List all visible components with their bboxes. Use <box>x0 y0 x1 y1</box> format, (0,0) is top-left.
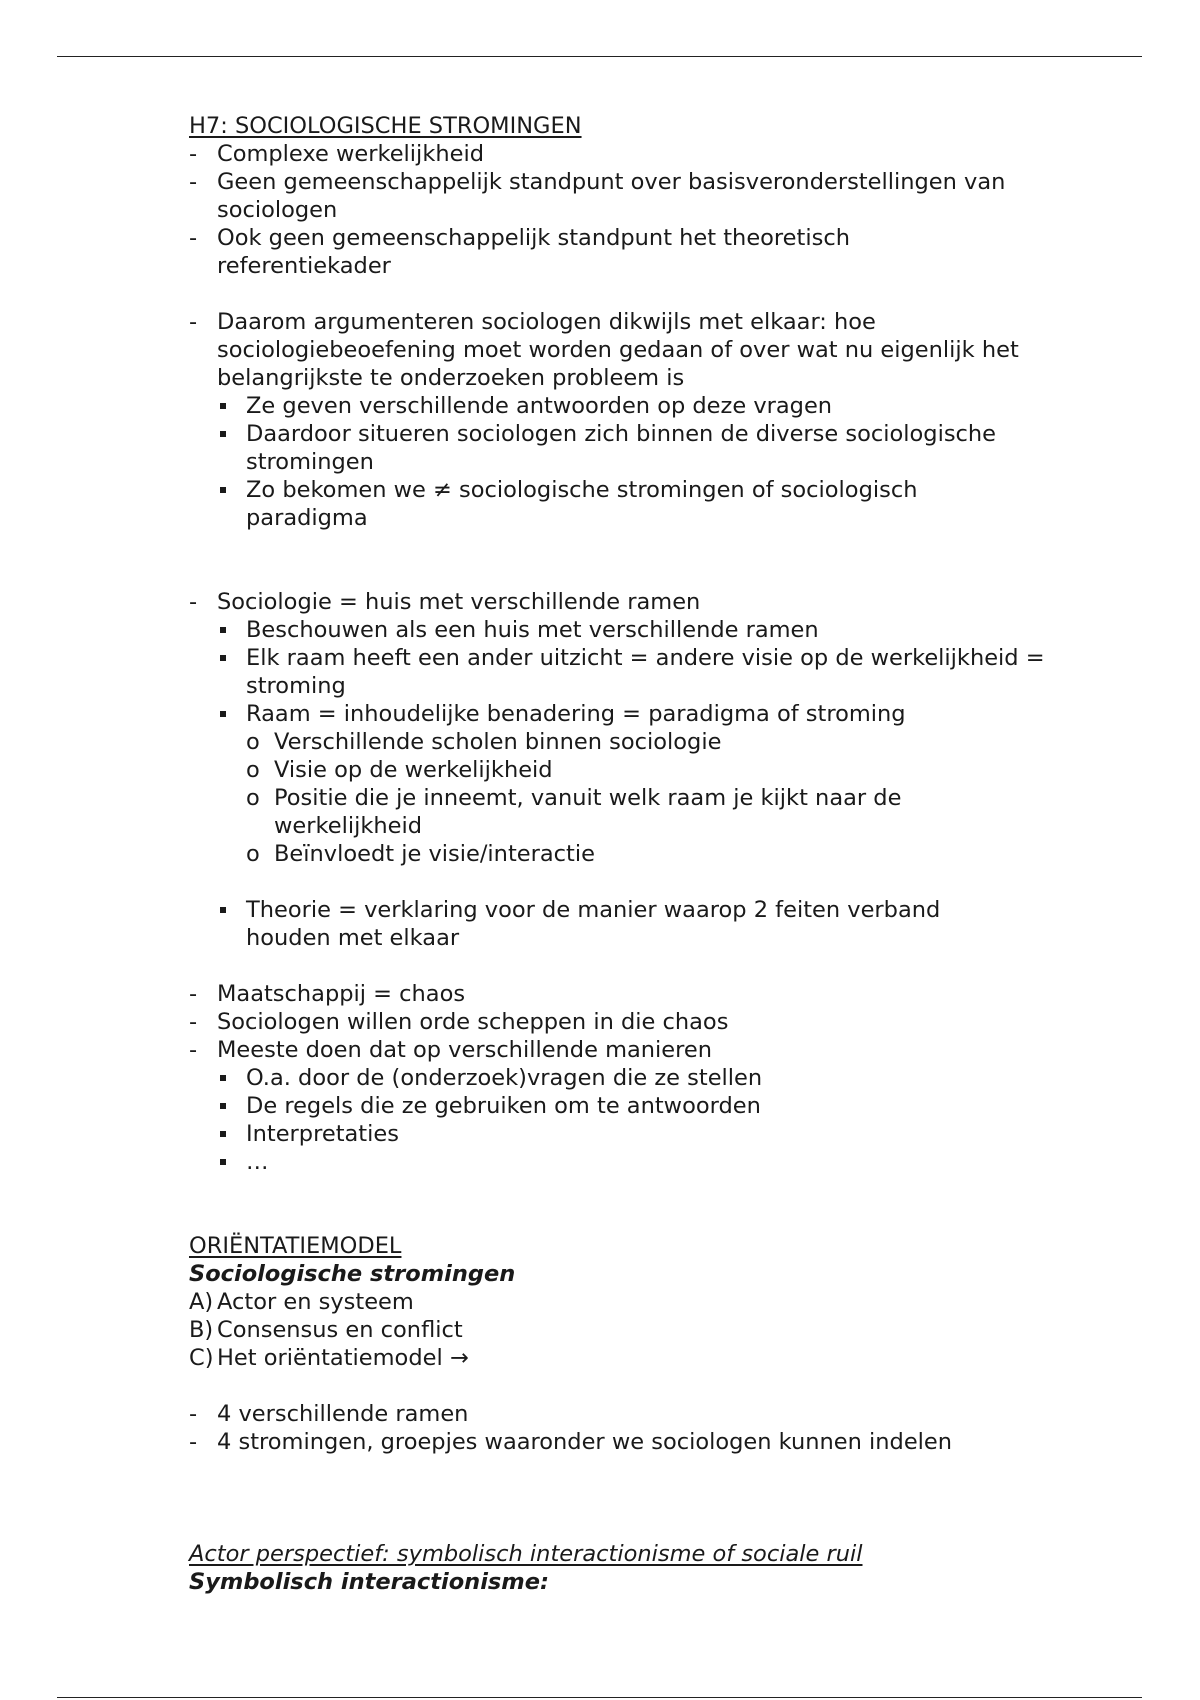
circle-bullet: o <box>246 729 260 755</box>
list-item: o Positie die je inneemt, vanuit welk raam je kijkt naar de werkelijkheid <box>246 785 902 839</box>
list-item: o Visie op de werkelijkheid <box>246 757 553 783</box>
dash-bullet: - <box>189 169 198 195</box>
circle-bullet: o <box>246 757 260 783</box>
circle-bullet: o <box>246 785 260 811</box>
dash-bullet: - <box>189 981 198 1007</box>
list-item: C) Het oriëntatiemodel → <box>189 1345 469 1371</box>
footer-rule <box>57 1697 1142 1698</box>
header-rule <box>57 56 1142 57</box>
list-item: - Sociologie = huis met verschillende ramen <box>189 589 701 615</box>
section-subheading: Sociologische stromingen <box>189 1261 516 1287</box>
list-item: Beschouwen als een huis met verschillende ramen <box>189 616 1089 644</box>
square-bullet-icon <box>220 431 226 437</box>
square-bullet-icon <box>220 403 226 409</box>
list-item: - 4 verschillende ramen <box>189 1401 469 1427</box>
list-item: - Sociologen willen orde scheppen in die chaos <box>189 1009 729 1035</box>
list-item: o Verschillende scholen binnen sociologie <box>246 729 722 755</box>
list-item: De regels die ze gebruiken om te antwoorden <box>189 1092 1089 1120</box>
list-item: - Geen gemeenschappelijk standpunt over basisveronderstellingen van sociologen <box>189 169 1006 223</box>
dash-bullet: - <box>189 1401 198 1427</box>
dash-bullet: - <box>189 589 198 615</box>
list-item: - Daarom argumenteren sociologen dikwijls met elkaar: hoe sociologiebeoefening moet worden gedaan of over wat nu eigenlijk het belangrijkste te onderzoeken probleem is <box>189 309 1019 391</box>
list-item: O.a. door de (onderzoek)vragen die ze stellen <box>189 1064 1089 1092</box>
document-body <box>189 112 1089 1596</box>
dash-bullet: - <box>189 1037 198 1063</box>
list-item: … <box>189 1148 1089 1176</box>
list-item: Theorie = verklaring voor de manier waarop 2 feiten verband houden met elkaar <box>189 896 1089 952</box>
list-item: - Meeste doen dat op verschillende manieren <box>189 1037 712 1063</box>
square-bullet-icon <box>220 487 226 493</box>
section-heading-orientatiemodel: ORIËNTATIEMODEL <box>189 1233 402 1259</box>
list-item: - Complexe werkelijkheid <box>189 141 484 167</box>
square-bullet-icon <box>220 655 226 661</box>
list-item: - 4 stromingen, groepjes waaronder we sociologen kunnen indelen <box>189 1429 953 1455</box>
dash-bullet: - <box>189 1009 198 1035</box>
dash-bullet: - <box>189 225 198 251</box>
dash-bullet: - <box>189 1429 198 1455</box>
list-item: Daardoor situeren sociologen zich binnen de diverse sociologische stromingen <box>189 420 1089 476</box>
list-item: - Ook geen gemeenschappelijk standpunt het theoretisch referentiekader <box>189 225 850 279</box>
section-subheading: Symbolisch interactionisme: <box>189 1569 549 1595</box>
square-bullet-icon <box>220 1075 226 1081</box>
list-item: Ze geven verschillende antwoorden op deze vragen <box>189 392 1089 420</box>
list-item: Elk raam heeft een ander uitzicht = andere visie op de werkelijkheid = stroming <box>189 644 1089 700</box>
section-heading-actor-perspectief: Actor perspectief: symbolisch interactionisme of sociale ruil <box>189 1541 863 1567</box>
square-bullet-icon <box>220 1103 226 1109</box>
dash-bullet: - <box>189 141 198 167</box>
square-bullet-icon <box>220 907 226 913</box>
list-item: - Maatschappij = chaos <box>189 981 466 1007</box>
list-item: Zo bekomen we ≠ sociologische stromingen of sociologisch paradigma <box>189 476 1089 532</box>
list-item: Interpretaties <box>189 1120 1089 1148</box>
list-item: B) Consensus en conflict <box>189 1317 463 1343</box>
dash-bullet: - <box>189 309 198 335</box>
list-item: Raam = inhoudelijke benadering = paradigma of stroming <box>189 700 1089 728</box>
circle-bullet: o <box>246 841 260 867</box>
square-bullet-icon <box>220 1131 226 1137</box>
square-bullet-icon <box>220 627 226 633</box>
list-item: o Beïnvloedt je visie/interactie <box>246 841 595 867</box>
chapter-heading: H7: SOCIOLOGISCHE STROMINGEN <box>189 113 582 139</box>
square-bullet-icon <box>220 711 226 717</box>
list-item: A) Actor en systeem <box>189 1289 414 1315</box>
square-bullet-icon <box>220 1159 226 1165</box>
